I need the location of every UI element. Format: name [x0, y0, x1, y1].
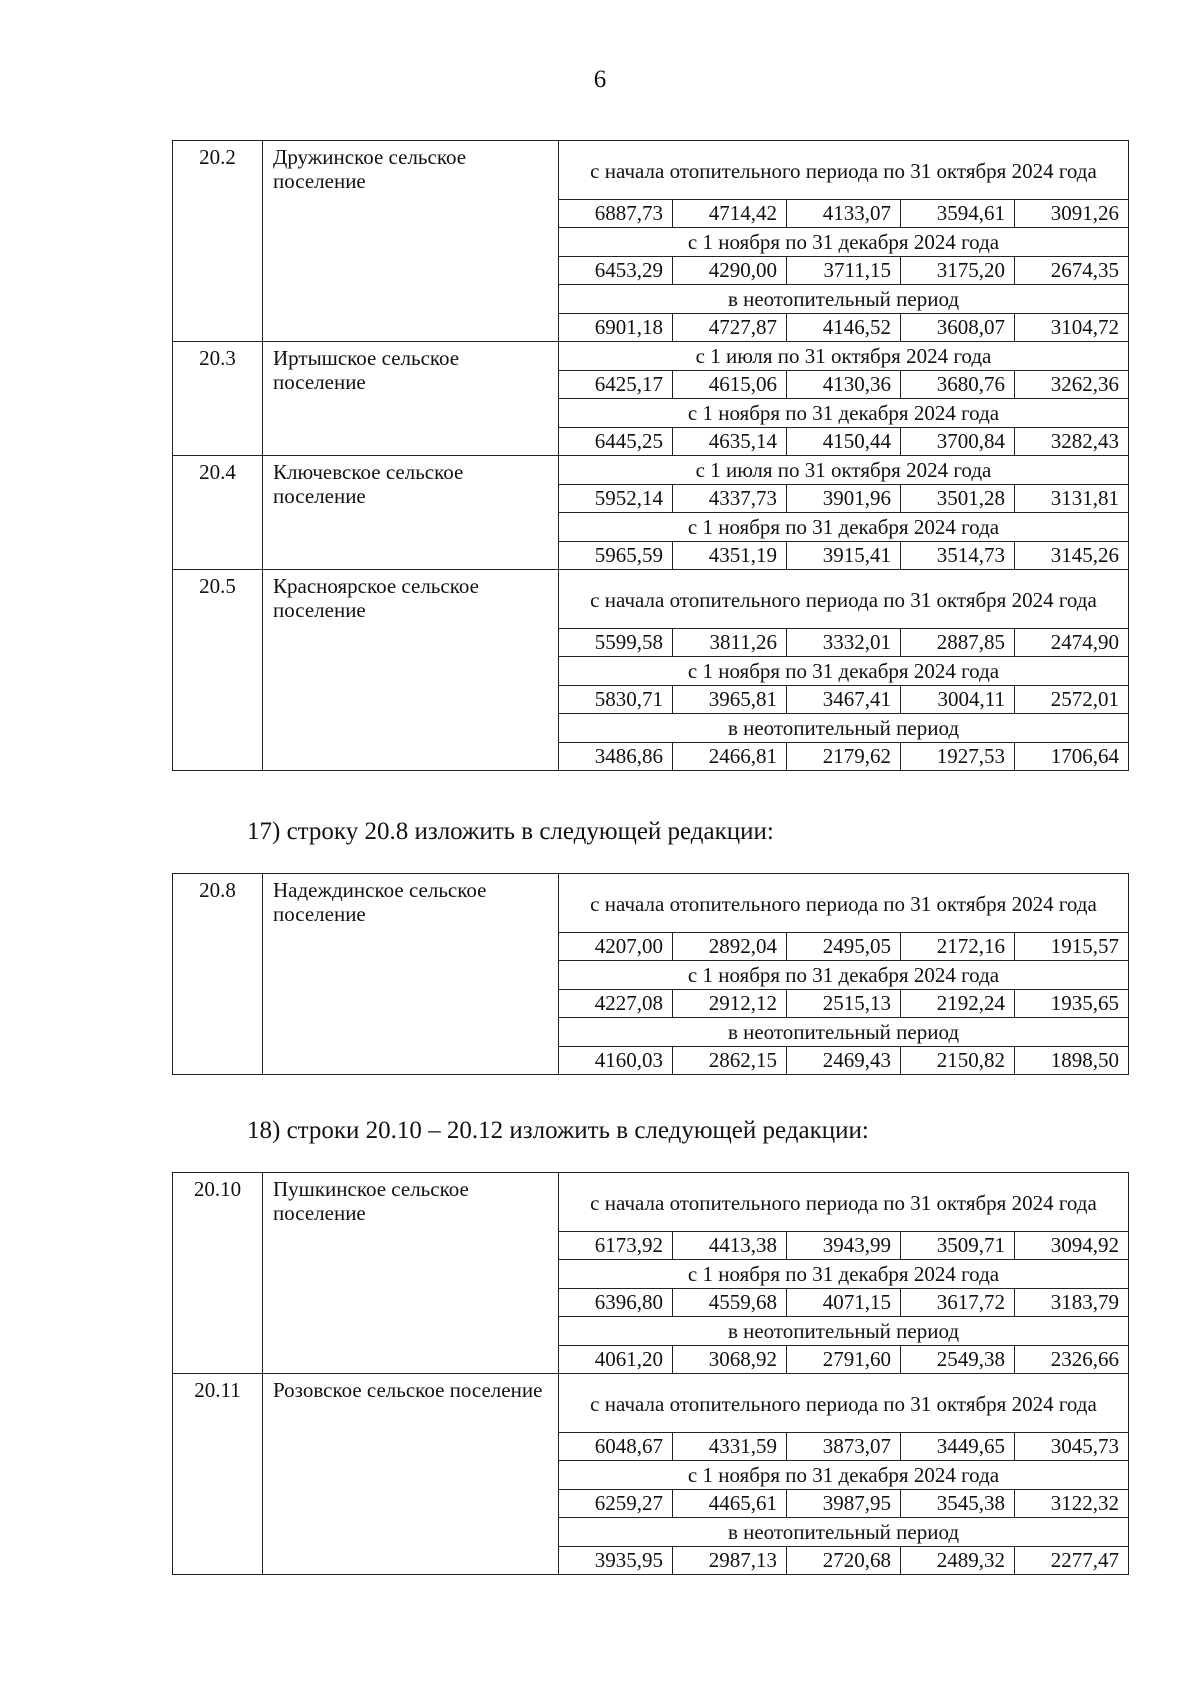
tariff-value: 6425,17 [559, 371, 673, 399]
tariff-value: 4133,07 [787, 200, 901, 228]
item-number: 20.8 [173, 874, 263, 1075]
tariff-value: 4727,87 [673, 314, 787, 342]
tariff-value: 3617,72 [901, 1289, 1015, 1317]
tariff-value: 4413,38 [673, 1232, 787, 1260]
settlement-name: Дружинское сельское поселение [263, 141, 559, 342]
period-label: в неотопительный период [559, 1018, 1129, 1047]
tariff-value: 3509,71 [901, 1232, 1015, 1260]
tariff-value: 3122,32 [1015, 1490, 1129, 1518]
tariff-value: 3068,92 [673, 1346, 787, 1374]
period-label: в неотопительный период [559, 714, 1129, 743]
period-label: с начала отопительного периода по 31 октября 2024 года [559, 141, 1129, 200]
period-row [173, 570, 1129, 629]
tariff-value: 2720,68 [787, 1547, 901, 1575]
tariff-table-3 [172, 1172, 1129, 1575]
tariff-value: 4227,08 [559, 990, 673, 1018]
tariff-value: 3915,41 [787, 542, 901, 570]
settlement-name: Ключевское сельское поселение [263, 456, 559, 570]
item-number: 20.10 [173, 1173, 263, 1374]
tariff-value: 3332,01 [787, 629, 901, 657]
tariff-value: 2469,43 [787, 1047, 901, 1075]
tariff-value: 3104,72 [1015, 314, 1129, 342]
tariff-value: 4351,19 [673, 542, 787, 570]
tariff-value: 3094,92 [1015, 1232, 1129, 1260]
tariff-value: 3131,81 [1015, 485, 1129, 513]
item-number: 20.3 [173, 342, 263, 456]
page-number: 6 [593, 66, 607, 93]
tariff-value: 5830,71 [559, 686, 673, 714]
tariff-value: 2887,85 [901, 629, 1015, 657]
tariff-value: 2515,13 [787, 990, 901, 1018]
paragraph-18: 18) строки 20.10 – 20.12 изложить в следующей редакции: [247, 1117, 869, 1144]
tariff-value: 3711,15 [787, 257, 901, 285]
tariff-value: 1927,53 [901, 743, 1015, 771]
tariff-value: 4146,52 [787, 314, 901, 342]
tariff-value: 6259,27 [559, 1490, 673, 1518]
tariff-value: 2674,35 [1015, 257, 1129, 285]
period-row [173, 874, 1129, 933]
period-label: с начала отопительного периода по 31 октября 2024 года [559, 1374, 1129, 1433]
tariff-value: 6453,29 [559, 257, 673, 285]
tariff-value: 3873,07 [787, 1433, 901, 1461]
tariff-value: 6445,25 [559, 428, 673, 456]
tariff-value: 3145,26 [1015, 542, 1129, 570]
tariff-value: 1706,64 [1015, 743, 1129, 771]
tariff-value: 4615,06 [673, 371, 787, 399]
tariff-value: 4714,42 [673, 200, 787, 228]
tariff-value: 4337,73 [673, 485, 787, 513]
settlement-name: Иртышское сельское поселение [263, 342, 559, 456]
tariff-value: 3608,07 [901, 314, 1015, 342]
period-label: с 1 июля по 31 октября 2024 года [559, 456, 1129, 485]
period-label: с начала отопительного периода по 31 октября 2024 года [559, 874, 1129, 933]
tariff-value: 2466,81 [673, 743, 787, 771]
tariff-value: 3467,41 [787, 686, 901, 714]
tariff-table-1 [172, 140, 1129, 771]
tariff-value: 3091,26 [1015, 200, 1129, 228]
tariff-value: 4207,00 [559, 933, 673, 961]
tariff-value: 3935,95 [559, 1547, 673, 1575]
tariff-value: 3501,28 [901, 485, 1015, 513]
tariff-value: 3594,61 [901, 200, 1015, 228]
period-label: с 1 ноября по 31 декабря 2024 года [559, 1461, 1129, 1490]
tariff-value: 3004,11 [901, 686, 1015, 714]
tariff-value: 2549,38 [901, 1346, 1015, 1374]
paragraph-17: 17) строку 20.8 изложить в следующей редакции: [247, 818, 774, 845]
period-label: с 1 ноября по 31 декабря 2024 года [559, 399, 1129, 428]
tariff-value: 3811,26 [673, 629, 787, 657]
tariff-value: 1935,65 [1015, 990, 1129, 1018]
tariff-value: 3449,65 [901, 1433, 1015, 1461]
tariff-value: 3045,73 [1015, 1433, 1129, 1461]
period-label: с 1 ноября по 31 декабря 2024 года [559, 657, 1129, 686]
tariff-value: 1915,57 [1015, 933, 1129, 961]
period-row [173, 456, 1129, 485]
tariff-value: 3987,95 [787, 1490, 901, 1518]
item-number: 20.4 [173, 456, 263, 570]
period-label: в неотопительный период [559, 285, 1129, 314]
item-number: 20.5 [173, 570, 263, 771]
tariff-value: 6396,80 [559, 1289, 673, 1317]
period-label: с 1 ноября по 31 декабря 2024 года [559, 961, 1129, 990]
tariff-value: 2892,04 [673, 933, 787, 961]
tariff-value: 2862,15 [673, 1047, 787, 1075]
period-row [173, 1173, 1129, 1232]
tariff-value: 3680,76 [901, 371, 1015, 399]
period-label: с 1 июля по 31 октября 2024 года [559, 342, 1129, 371]
period-label: с 1 ноября по 31 декабря 2024 года [559, 228, 1129, 257]
tariff-value: 6887,73 [559, 200, 673, 228]
settlement-name: Розовское сельское поселение [263, 1374, 559, 1575]
tariff-value: 3545,38 [901, 1490, 1015, 1518]
tariff-value: 2192,24 [901, 990, 1015, 1018]
tariff-table-2 [172, 873, 1129, 1075]
tariff-value: 2277,47 [1015, 1547, 1129, 1575]
tariff-value: 2489,32 [901, 1547, 1015, 1575]
tariff-value: 2912,12 [673, 990, 787, 1018]
tariff-value: 5965,59 [559, 542, 673, 570]
tariff-value: 4130,36 [787, 371, 901, 399]
period-row [173, 342, 1129, 371]
tariff-value: 3282,43 [1015, 428, 1129, 456]
tariff-value: 2179,62 [787, 743, 901, 771]
tariff-value: 2172,16 [901, 933, 1015, 961]
tariff-value: 1898,50 [1015, 1047, 1129, 1075]
tariff-value: 4150,44 [787, 428, 901, 456]
period-row [173, 1374, 1129, 1433]
tariff-value: 3514,73 [901, 542, 1015, 570]
tariff-value: 3700,84 [901, 428, 1015, 456]
period-label: в неотопительный период [559, 1518, 1129, 1547]
tariff-value: 2326,66 [1015, 1346, 1129, 1374]
tariff-value: 4071,15 [787, 1289, 901, 1317]
period-row [173, 141, 1129, 200]
tariff-value: 3175,20 [901, 257, 1015, 285]
tariff-value: 5952,14 [559, 485, 673, 513]
tariff-value: 3183,79 [1015, 1289, 1129, 1317]
settlement-name: Пушкинское сельское поселение [263, 1173, 559, 1374]
period-label: с 1 ноября по 31 декабря 2024 года [559, 1260, 1129, 1289]
tariff-value: 2791,60 [787, 1346, 901, 1374]
tariff-value: 2987,13 [673, 1547, 787, 1575]
tariff-value: 6048,67 [559, 1433, 673, 1461]
period-label: с 1 ноября по 31 декабря 2024 года [559, 513, 1129, 542]
tariff-value: 3943,99 [787, 1232, 901, 1260]
tariff-value: 4635,14 [673, 428, 787, 456]
tariff-value: 2150,82 [901, 1047, 1015, 1075]
tariff-value: 4160,03 [559, 1047, 673, 1075]
tariff-value: 2474,90 [1015, 629, 1129, 657]
tariff-value: 3486,86 [559, 743, 673, 771]
tariff-value: 6901,18 [559, 314, 673, 342]
tariff-value: 4061,20 [559, 1346, 673, 1374]
item-number: 20.2 [173, 141, 263, 342]
tariff-value: 3901,96 [787, 485, 901, 513]
period-label: с начала отопительного периода по 31 октября 2024 года [559, 570, 1129, 629]
tariff-value: 3965,81 [673, 686, 787, 714]
tariff-value: 3262,36 [1015, 371, 1129, 399]
tariff-value: 2572,01 [1015, 686, 1129, 714]
tariff-value: 5599,58 [559, 629, 673, 657]
tariff-value: 4290,00 [673, 257, 787, 285]
period-label: с начала отопительного периода по 31 октября 2024 года [559, 1173, 1129, 1232]
period-label: в неотопительный период [559, 1317, 1129, 1346]
settlement-name: Красноярское сельское поселение [263, 570, 559, 771]
tariff-value: 2495,05 [787, 933, 901, 961]
settlement-name: Надеждинское сельское поселение [263, 874, 559, 1075]
tariff-value: 4559,68 [673, 1289, 787, 1317]
item-number: 20.11 [173, 1374, 263, 1575]
tariff-value: 6173,92 [559, 1232, 673, 1260]
tariff-value: 4465,61 [673, 1490, 787, 1518]
tariff-value: 4331,59 [673, 1433, 787, 1461]
